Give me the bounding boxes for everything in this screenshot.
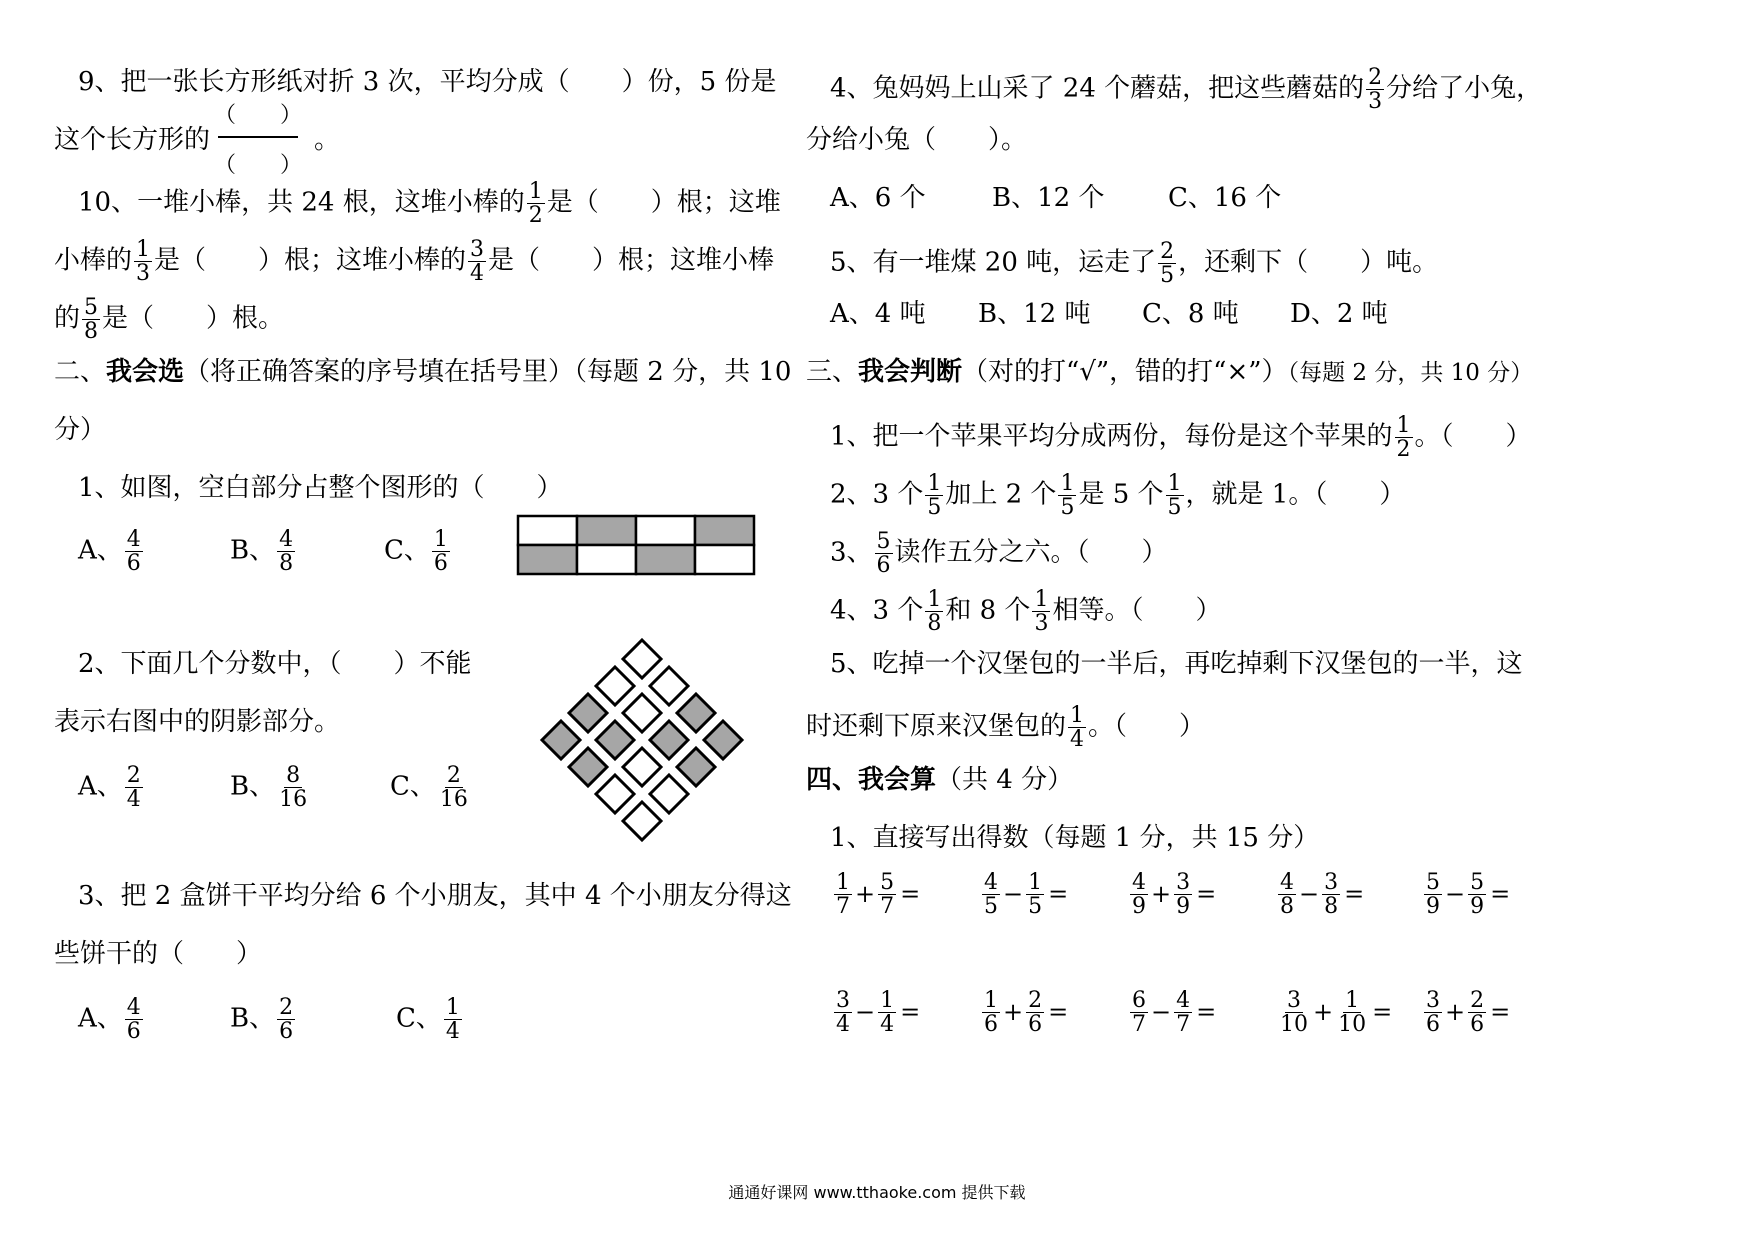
fraction bbox=[1468, 989, 1486, 1036]
shaded-cell bbox=[636, 545, 695, 574]
denominator: 6 bbox=[279, 1019, 294, 1044]
denominator: 5 bbox=[1028, 893, 1043, 919]
numerator: 2 bbox=[446, 763, 461, 788]
denominator: 5 bbox=[927, 495, 942, 520]
denominator: 6 bbox=[876, 553, 891, 578]
numerator: 1 bbox=[528, 179, 543, 204]
operator: + bbox=[855, 880, 876, 908]
numerator: 4 bbox=[1132, 869, 1146, 895]
denominator: 6 bbox=[1028, 1011, 1043, 1037]
denominator: 9 bbox=[1470, 893, 1485, 919]
calc-expression[interactable] bbox=[980, 862, 1068, 926]
equals-sign: = bbox=[1490, 880, 1511, 908]
calc-expression[interactable] bbox=[1128, 980, 1216, 1044]
denominator: 8 bbox=[1324, 893, 1339, 919]
numerator: 1 bbox=[927, 471, 942, 496]
section-instructions: （将正确答案的序号填在括号里）（每题 2 分，共 10 bbox=[184, 357, 792, 387]
c4-option-c[interactable]: C、16 个 bbox=[1168, 183, 1282, 213]
fraction bbox=[1032, 588, 1050, 635]
j2-answer-blank[interactable]: ，就是 1。（ ） bbox=[1185, 479, 1406, 510]
blank-cell bbox=[518, 516, 577, 545]
numerator: 2 bbox=[126, 763, 141, 788]
numerator: 4 bbox=[126, 995, 141, 1020]
blank-cell bbox=[636, 516, 695, 545]
c5-option-b[interactable]: B、12 吨 bbox=[978, 299, 1091, 329]
equals-sign: = bbox=[1048, 998, 1069, 1026]
fraction bbox=[1166, 472, 1184, 519]
numerator: 1 bbox=[1028, 869, 1043, 895]
q10-text-a: 10、一堆小棒，共 24 根，这堆小棒的 bbox=[78, 187, 525, 218]
fraction bbox=[277, 996, 295, 1043]
c2-option-c[interactable] bbox=[390, 763, 472, 812]
fraction bbox=[1395, 414, 1413, 461]
j4-statement bbox=[830, 587, 1222, 636]
calc-expression[interactable] bbox=[980, 980, 1068, 1044]
fraction bbox=[1130, 989, 1148, 1036]
equals-sign: = bbox=[1196, 880, 1217, 908]
calc-expression[interactable] bbox=[1276, 862, 1364, 926]
option-label: A、 bbox=[78, 1003, 123, 1034]
denominator: 8 bbox=[1280, 893, 1294, 919]
q10-text-c: 小棒的 bbox=[54, 245, 133, 276]
blank-square bbox=[650, 775, 688, 813]
denominator: 9 bbox=[1132, 893, 1146, 919]
equals-sign: = bbox=[1372, 998, 1393, 1026]
fraction bbox=[925, 472, 943, 519]
denominator: 16 bbox=[439, 787, 468, 812]
c1-option-c[interactable] bbox=[384, 527, 452, 576]
q9-line1: 9、把一张长方形纸对折 3 次，平均分成（ ）份，5 份是 bbox=[78, 67, 777, 97]
j5-text-a: 时还剩下原来汉堡包的 bbox=[806, 711, 1067, 742]
denominator: 7 bbox=[1176, 1011, 1191, 1037]
shaded-square bbox=[677, 748, 715, 786]
numerator: 8 bbox=[286, 763, 301, 788]
section-number: 二、 bbox=[54, 357, 107, 387]
c5-text-a: 5、有一堆煤 20 吨，运走了 bbox=[830, 247, 1157, 278]
q9-blank-numerator[interactable]: （ ） bbox=[214, 103, 303, 128]
section-title: 四、我会算 bbox=[806, 765, 937, 795]
q10-line3 bbox=[54, 295, 285, 344]
fraction bbox=[1174, 989, 1192, 1036]
j2-text-b: 加上 2 个 bbox=[945, 479, 1057, 510]
fraction bbox=[875, 530, 893, 577]
option-label: C、 bbox=[390, 771, 436, 802]
blank-square bbox=[623, 694, 661, 732]
fraction bbox=[527, 180, 545, 227]
q10-text-e: 是（ ）根；这堆小棒 bbox=[488, 245, 775, 276]
q9-line2: 这个长方形的 bbox=[54, 125, 211, 155]
denominator: 8 bbox=[84, 319, 99, 344]
shaded-square bbox=[569, 694, 607, 732]
denominator: 7 bbox=[1132, 1011, 1146, 1037]
numerator: 2 bbox=[1470, 987, 1485, 1013]
numerator: 1 bbox=[1396, 413, 1411, 438]
equals-sign: = bbox=[1196, 998, 1217, 1026]
j5-line1: 5、吃掉一个汉堡包的一半后，再吃掉剩下汉堡包的一半，这 bbox=[830, 649, 1523, 679]
footer-credit: 通通好课网 www.tthaoke.com 提供下载 bbox=[728, 1183, 1026, 1202]
numerator: 3 bbox=[1176, 869, 1191, 895]
fraction bbox=[925, 588, 943, 635]
denominator: 6 bbox=[126, 551, 141, 576]
denominator: 7 bbox=[880, 893, 895, 919]
j5-line2 bbox=[806, 703, 1206, 752]
fraction bbox=[134, 238, 152, 285]
fraction bbox=[1336, 989, 1368, 1036]
denominator: 10 bbox=[1338, 1011, 1367, 1037]
numerator: 3 bbox=[1287, 987, 1301, 1013]
j4-text-b: 和 8 个 bbox=[945, 595, 1031, 626]
denominator: 3 bbox=[1368, 89, 1383, 114]
c1-question: 1、如图，空白部分占整个图形的（ ） bbox=[78, 473, 563, 503]
shaded-cell bbox=[518, 545, 577, 574]
shaded-square bbox=[596, 721, 634, 759]
section-2-heading bbox=[54, 356, 791, 388]
c3-option-b[interactable] bbox=[230, 995, 297, 1044]
fraction bbox=[1322, 871, 1340, 918]
numerator: 3 bbox=[836, 987, 850, 1013]
section-instructions: （对的打“√”，错的打“×”） bbox=[962, 357, 1288, 387]
numerator: 1 bbox=[927, 587, 942, 612]
j5-answer-blank[interactable]: 。（ ） bbox=[1088, 711, 1206, 742]
blank-square bbox=[623, 748, 661, 786]
numerator: 2 bbox=[1028, 987, 1043, 1013]
numerator: 1 bbox=[1060, 471, 1075, 496]
denominator: 8 bbox=[279, 551, 294, 576]
j3-text-a: 3、 bbox=[830, 537, 873, 568]
operator: − bbox=[1445, 880, 1466, 908]
denominator: 3 bbox=[1034, 611, 1049, 636]
shaded-square bbox=[677, 694, 715, 732]
fraction bbox=[277, 764, 309, 811]
fraction bbox=[1424, 989, 1442, 1036]
option-label: C、 bbox=[384, 535, 430, 566]
fraction-bar bbox=[218, 136, 298, 138]
denominator: 4 bbox=[126, 787, 141, 812]
c3-question-line1: 3、把 2 盒饼干平均分给 6 个小朋友，其中 4 个小朋友分得这 bbox=[78, 881, 792, 911]
c3-option-a[interactable] bbox=[78, 995, 145, 1044]
fraction bbox=[125, 996, 143, 1043]
c5-option-a[interactable]: A、4 吨 bbox=[830, 299, 926, 329]
equals-sign: = bbox=[900, 880, 921, 908]
fraction bbox=[982, 989, 1000, 1036]
shaded-square bbox=[704, 721, 742, 759]
numerator: 1 bbox=[433, 527, 448, 552]
fraction bbox=[1366, 66, 1384, 113]
q9-blank-denominator[interactable]: （ ） bbox=[214, 153, 303, 178]
equals-sign: = bbox=[1344, 880, 1365, 908]
denominator: 5 bbox=[1167, 495, 1182, 520]
section-number: 三、 bbox=[806, 357, 859, 387]
j3-statement bbox=[830, 529, 1168, 578]
c5-option-d[interactable]: D、2 吨 bbox=[1290, 299, 1388, 329]
q10-text-g: 是（ ）根。 bbox=[102, 303, 285, 334]
numerator: 3 bbox=[1324, 869, 1339, 895]
blank-cell bbox=[577, 545, 636, 574]
numerator: 1 bbox=[1034, 587, 1049, 612]
c1-option-b[interactable] bbox=[230, 527, 297, 576]
shaded-square bbox=[542, 721, 580, 759]
equals-sign: = bbox=[1490, 998, 1511, 1026]
fraction bbox=[878, 871, 896, 918]
section-score: （每题 2 分，共 10 分） bbox=[1287, 360, 1534, 386]
operator: − bbox=[1151, 998, 1172, 1026]
numerator: 4 bbox=[984, 869, 998, 895]
c5-option-c[interactable]: C、8 吨 bbox=[1142, 299, 1239, 329]
numerator: 1 bbox=[445, 995, 460, 1020]
fraction bbox=[982, 871, 1000, 918]
denominator: 10 bbox=[1280, 1011, 1308, 1037]
denominator: 4 bbox=[470, 261, 485, 286]
denominator: 2 bbox=[528, 203, 543, 228]
q10-text-d: 是（ ）根；这堆小棒的 bbox=[154, 245, 467, 276]
fraction bbox=[125, 528, 143, 575]
operator: + bbox=[1003, 998, 1024, 1026]
numerator: 5 bbox=[84, 295, 99, 320]
fraction bbox=[1058, 472, 1076, 519]
section-3-heading bbox=[806, 356, 1533, 388]
j4-answer-blank[interactable]: 相等。（ ） bbox=[1052, 595, 1222, 626]
section-2-heading-cont: 分） bbox=[54, 415, 107, 445]
fraction bbox=[438, 764, 470, 811]
c5-line1 bbox=[830, 239, 1439, 288]
numerator: 1 bbox=[1345, 987, 1360, 1013]
c2-option-a[interactable] bbox=[78, 763, 145, 812]
fraction bbox=[878, 989, 896, 1036]
c2-option-b[interactable] bbox=[230, 763, 311, 812]
c3-option-c[interactable] bbox=[396, 995, 464, 1044]
fraction bbox=[1026, 989, 1044, 1036]
numerator: 5 bbox=[1470, 869, 1485, 895]
denominator: 3 bbox=[136, 261, 151, 286]
denominator: 2 bbox=[1396, 437, 1411, 462]
calc-expression[interactable] bbox=[1422, 980, 1510, 1044]
numerator: 3 bbox=[470, 237, 485, 262]
c1-option-a[interactable] bbox=[78, 527, 145, 576]
numerator: 4 bbox=[1280, 869, 1294, 895]
fraction bbox=[1278, 871, 1296, 918]
calc-expression[interactable] bbox=[832, 862, 920, 926]
option-label: C、 bbox=[396, 1003, 442, 1034]
c2-diamond-figure bbox=[534, 632, 752, 846]
denominator: 4 bbox=[836, 1011, 850, 1037]
c4-text-b: 分给了小兔， bbox=[1386, 73, 1543, 104]
c2-question-line2: 表示右图中的阴影部分。 bbox=[54, 707, 341, 737]
numerator: 5 bbox=[1426, 869, 1440, 895]
j1-statement bbox=[830, 413, 1532, 462]
blank-square bbox=[623, 640, 661, 678]
operator: − bbox=[855, 998, 876, 1026]
c4-option-b[interactable]: B、12 个 bbox=[992, 183, 1105, 213]
numerator: 2 bbox=[1160, 239, 1175, 264]
fraction bbox=[277, 528, 295, 575]
blank-cell bbox=[695, 545, 754, 574]
option-label: A、 bbox=[78, 535, 123, 566]
section-4-heading bbox=[806, 764, 1073, 796]
shaded-square bbox=[569, 748, 607, 786]
denominator: 9 bbox=[1426, 893, 1440, 919]
fraction bbox=[444, 996, 462, 1043]
numerator: 4 bbox=[1176, 987, 1191, 1013]
fraction bbox=[834, 989, 852, 1036]
calc-title: 1、直接写出得数（每题 1 分，共 15 分） bbox=[830, 823, 1320, 853]
denominator: 4 bbox=[1070, 727, 1085, 752]
shaded-square bbox=[650, 721, 688, 759]
fraction bbox=[432, 528, 450, 575]
j4-text-a: 4、3 个 bbox=[830, 595, 924, 626]
option-label: B、 bbox=[230, 771, 276, 802]
numerator: 1 bbox=[1070, 703, 1085, 728]
operator: − bbox=[1003, 880, 1024, 908]
numerator: 1 bbox=[836, 869, 850, 895]
c4-line2: 分给小兔（ ）。 bbox=[806, 125, 1028, 155]
q10-line2 bbox=[54, 237, 775, 286]
denominator: 9 bbox=[1176, 893, 1191, 919]
fraction bbox=[1278, 989, 1310, 1036]
denominator: 6 bbox=[126, 1019, 141, 1044]
denominator: 6 bbox=[1470, 1011, 1485, 1037]
blank-square bbox=[623, 802, 661, 840]
equals-sign: = bbox=[900, 998, 921, 1026]
calc-expression[interactable] bbox=[1128, 862, 1216, 926]
calc-expression[interactable] bbox=[1276, 980, 1392, 1044]
operator: + bbox=[1445, 998, 1466, 1026]
denominator: 6 bbox=[433, 551, 448, 576]
shaded-cell bbox=[695, 516, 754, 545]
section-score: （共 4 分） bbox=[936, 765, 1074, 795]
q10-text-f: 的 bbox=[54, 303, 81, 334]
j2-text-a: 2、3 个 bbox=[830, 479, 924, 510]
fraction bbox=[1130, 871, 1148, 918]
fraction bbox=[1158, 240, 1176, 287]
section-title: 我会判断 bbox=[858, 357, 963, 387]
denominator: 16 bbox=[279, 787, 308, 812]
fraction bbox=[1174, 871, 1192, 918]
c4-line1 bbox=[830, 65, 1543, 114]
numerator: 5 bbox=[880, 869, 895, 895]
equals-sign: = bbox=[1048, 880, 1069, 908]
numerator: 1 bbox=[984, 987, 998, 1013]
operator: − bbox=[1299, 880, 1320, 908]
numerator: 4 bbox=[279, 527, 294, 552]
denominator: 6 bbox=[1426, 1011, 1440, 1037]
j1-answer-blank[interactable]: 。（ ） bbox=[1414, 421, 1532, 452]
denominator: 4 bbox=[880, 1011, 895, 1037]
denominator: 6 bbox=[984, 1011, 998, 1037]
j2-text-c: 是 5 个 bbox=[1078, 479, 1164, 510]
shaded-cell bbox=[577, 516, 636, 545]
fraction bbox=[125, 764, 143, 811]
c4-option-a[interactable]: A、6 个 bbox=[830, 183, 926, 213]
q10-line1 bbox=[78, 179, 781, 228]
fraction bbox=[1068, 704, 1086, 751]
option-label: B、 bbox=[230, 1003, 276, 1034]
operator: + bbox=[1151, 880, 1172, 908]
blank-square bbox=[596, 667, 634, 705]
numerator: 3 bbox=[1426, 987, 1440, 1013]
numerator: 1 bbox=[880, 987, 895, 1013]
numerator: 2 bbox=[1368, 65, 1383, 90]
denominator: 5 bbox=[1160, 263, 1175, 288]
denominator: 8 bbox=[927, 611, 942, 636]
operator: + bbox=[1313, 998, 1334, 1026]
fraction bbox=[468, 238, 486, 285]
c3-question-line2: 些饼干的（ ） bbox=[54, 939, 263, 969]
j2-statement bbox=[830, 471, 1406, 520]
blank-square bbox=[596, 775, 634, 813]
j1-text-a: 1、把一个苹果平均分成两份，每份是这个苹果的 bbox=[830, 421, 1393, 452]
calc-expression[interactable] bbox=[1422, 862, 1510, 926]
numerator: 1 bbox=[136, 237, 151, 262]
fraction bbox=[1026, 871, 1044, 918]
j3-answer-blank[interactable]: 读作五分之六。（ ） bbox=[894, 537, 1168, 568]
numerator: 6 bbox=[1132, 987, 1146, 1013]
denominator: 5 bbox=[984, 893, 998, 919]
c1-rectangle-figure bbox=[516, 514, 760, 576]
denominator: 4 bbox=[445, 1019, 460, 1044]
numerator: 2 bbox=[279, 995, 294, 1020]
c2-question-line1: 2、下面几个分数中，（ ）不能 bbox=[78, 649, 472, 679]
c4-text-a: 4、兔妈妈上山采了 24 个蘑菇，把这些蘑菇的 bbox=[830, 73, 1365, 104]
denominator: 7 bbox=[836, 893, 850, 919]
blank-square bbox=[650, 667, 688, 705]
q10-text-b: 是（ ）根；这堆 bbox=[546, 187, 781, 218]
fraction bbox=[1424, 871, 1442, 918]
fraction bbox=[82, 296, 100, 343]
c5-text-b: ，还剩下（ ）吨。 bbox=[1178, 247, 1439, 278]
numerator: 1 bbox=[1167, 471, 1182, 496]
fraction bbox=[834, 871, 852, 918]
numerator: 4 bbox=[126, 527, 141, 552]
fraction bbox=[1468, 871, 1486, 918]
calc-expression[interactable] bbox=[832, 980, 920, 1044]
denominator: 5 bbox=[1060, 495, 1075, 520]
option-label: A、 bbox=[78, 771, 123, 802]
q9-end: 。 bbox=[314, 125, 341, 155]
section-title: 我会选 bbox=[106, 357, 185, 387]
option-label: B、 bbox=[230, 535, 276, 566]
numerator: 5 bbox=[876, 529, 891, 554]
q9-blank-fraction[interactable] bbox=[214, 98, 304, 178]
